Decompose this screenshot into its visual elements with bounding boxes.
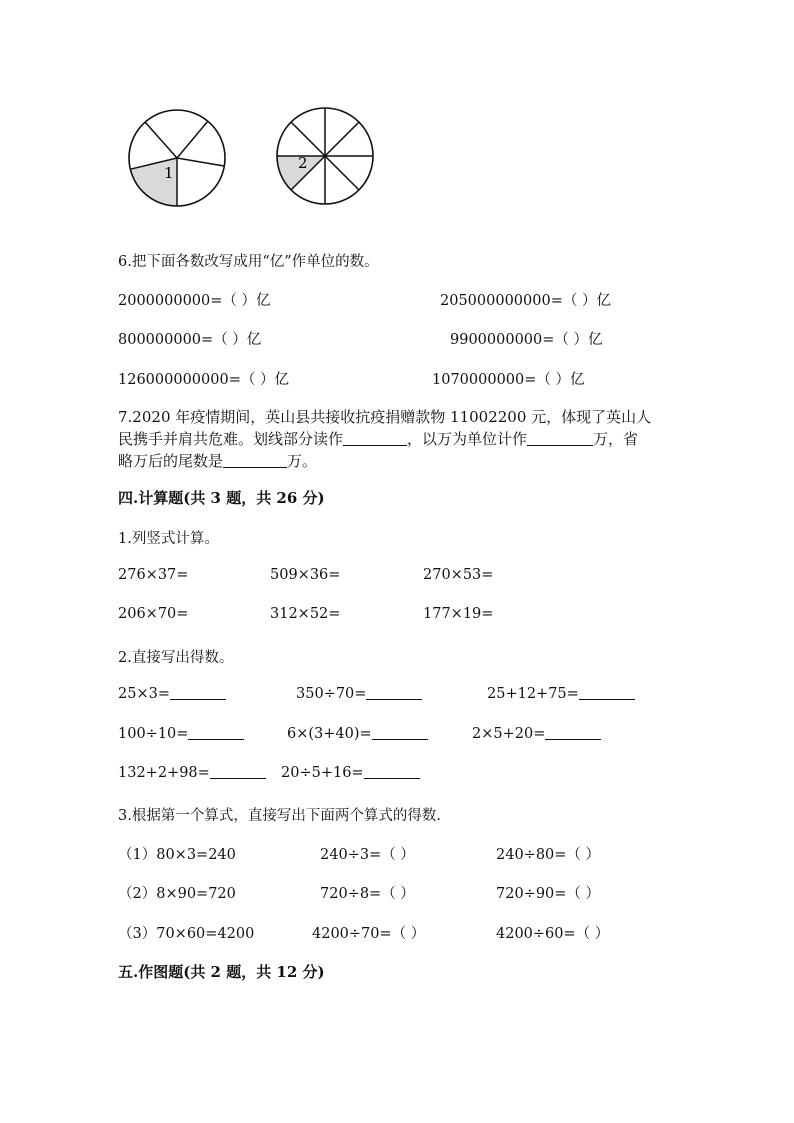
q6-item	[118, 328, 261, 349]
circle1-radius	[177, 158, 224, 166]
s4-q3-given: （1）80×3=240	[118, 847, 236, 863]
s4-q2-item: 100÷10=	[118, 725, 244, 742]
circle1-radius	[177, 121, 208, 158]
q7-blank-approx[interactable]	[223, 453, 287, 468]
q6-answer-paren[interactable]: （ ）亿	[536, 372, 585, 388]
s4-q1-item: 509×36=	[270, 567, 341, 583]
q6-number: 800000000=	[118, 332, 214, 348]
s4-q3-answer-a[interactable]: 240÷3=（ ）	[320, 847, 415, 863]
q6-item	[118, 289, 271, 310]
q6-title: 6.把下面各数改写成用“亿”作单位的数。	[118, 254, 379, 270]
q7-line3: 略万后的尾数是 万。	[118, 452, 318, 470]
s4-q2-item: 25+12+75=	[487, 685, 635, 702]
q6-number: 1070000000=	[432, 372, 537, 388]
q7-line2: 民携手并肩共危难。划线部分读作 ，以万为单位计作 万，省	[118, 430, 639, 448]
s4-q1-item: 270×53=	[423, 567, 494, 583]
circle2-label: 2	[298, 154, 308, 172]
s4-q2-answer-blank[interactable]	[210, 764, 266, 779]
s4-q1-item: 276×37=	[118, 567, 189, 583]
q7-paragraph	[118, 406, 678, 472]
q6-item	[440, 289, 611, 310]
q6-item	[450, 328, 603, 349]
s4-q2-answer-blank[interactable]	[364, 764, 420, 779]
q6-answer-paren[interactable]: （ ）亿	[562, 293, 611, 309]
s4-q2-item: 132+2+98=	[118, 764, 266, 781]
q7-line1: 7.2020 年疫情期间，英山县共接收抗疫捐赠款物 11002200 元，体现了英山人	[118, 408, 652, 426]
q6-answer-paren[interactable]: （ ）亿	[222, 293, 271, 309]
q6-number: 9900000000=	[450, 332, 555, 348]
q6-item	[118, 368, 289, 389]
s4-q2-item: 20÷5+16=	[281, 764, 420, 781]
s4-q2-item: 6×(3+40)=	[287, 725, 428, 742]
s4-q3-answer-b[interactable]: 720÷90=（ ）	[496, 886, 601, 902]
s4-q1-item: 177×19=	[423, 606, 494, 622]
fraction-circles-figure	[120, 104, 390, 216]
s4-q2-answer-blank[interactable]	[545, 725, 601, 740]
s4-q2-answer-blank[interactable]	[170, 685, 226, 700]
s4-q3-given: （3）70×60=4200	[118, 926, 255, 942]
q6-number: 126000000000=	[118, 372, 241, 388]
s4-q2-item: 350÷70=	[296, 685, 422, 702]
s4-q3-answer-a[interactable]: 4200÷70=（ ）	[312, 926, 426, 942]
q6-number: 2000000000=	[118, 293, 223, 309]
q6-answer-paren[interactable]: （ ）亿	[240, 372, 289, 388]
s4-q3-given: （2）8×90=720	[118, 886, 236, 902]
circle1-label: 1	[164, 164, 174, 182]
circle1-radius	[145, 122, 177, 158]
q6-answer-paren[interactable]: （ ）亿	[213, 332, 262, 348]
s4-q2-answer-blank[interactable]	[579, 685, 635, 700]
s4-q2-item: 25×3=	[118, 685, 226, 702]
s4-q3-answer-b[interactable]: 4200÷60=（ ）	[496, 926, 610, 942]
s4-q3-answer-b[interactable]: 240÷80=（ ）	[496, 847, 601, 863]
q7-blank-wan[interactable]	[527, 431, 593, 446]
s4-q2-item: 2×5+20=	[472, 725, 601, 742]
s4-q1-title: 1.列竖式计算。	[118, 531, 219, 547]
q6-answer-paren[interactable]: （ ）亿	[554, 332, 603, 348]
section5-title: 五.作图题(共 2 题，共 12 分)	[118, 963, 325, 981]
s4-q2-answer-blank[interactable]	[188, 725, 244, 740]
s4-q3-title: 3.根据第一个算式，直接写出下面两个算式的得数.	[118, 808, 441, 824]
q6-item	[432, 368, 585, 389]
s4-q2-title: 2.直接写出得数。	[118, 650, 234, 666]
s4-q3-answer-a[interactable]: 720÷8=（ ）	[320, 886, 415, 902]
q7-blank-reading[interactable]	[343, 431, 407, 446]
s4-q2-answer-blank[interactable]	[372, 725, 428, 740]
s4-q1-item: 206×70=	[118, 606, 189, 622]
s4-q1-item: 312×52=	[270, 606, 341, 622]
s4-q2-answer-blank[interactable]	[366, 685, 422, 700]
section4-title: 四.计算题(共 3 题，共 26 分)	[118, 489, 325, 507]
q6-number: 205000000000=	[440, 293, 563, 309]
